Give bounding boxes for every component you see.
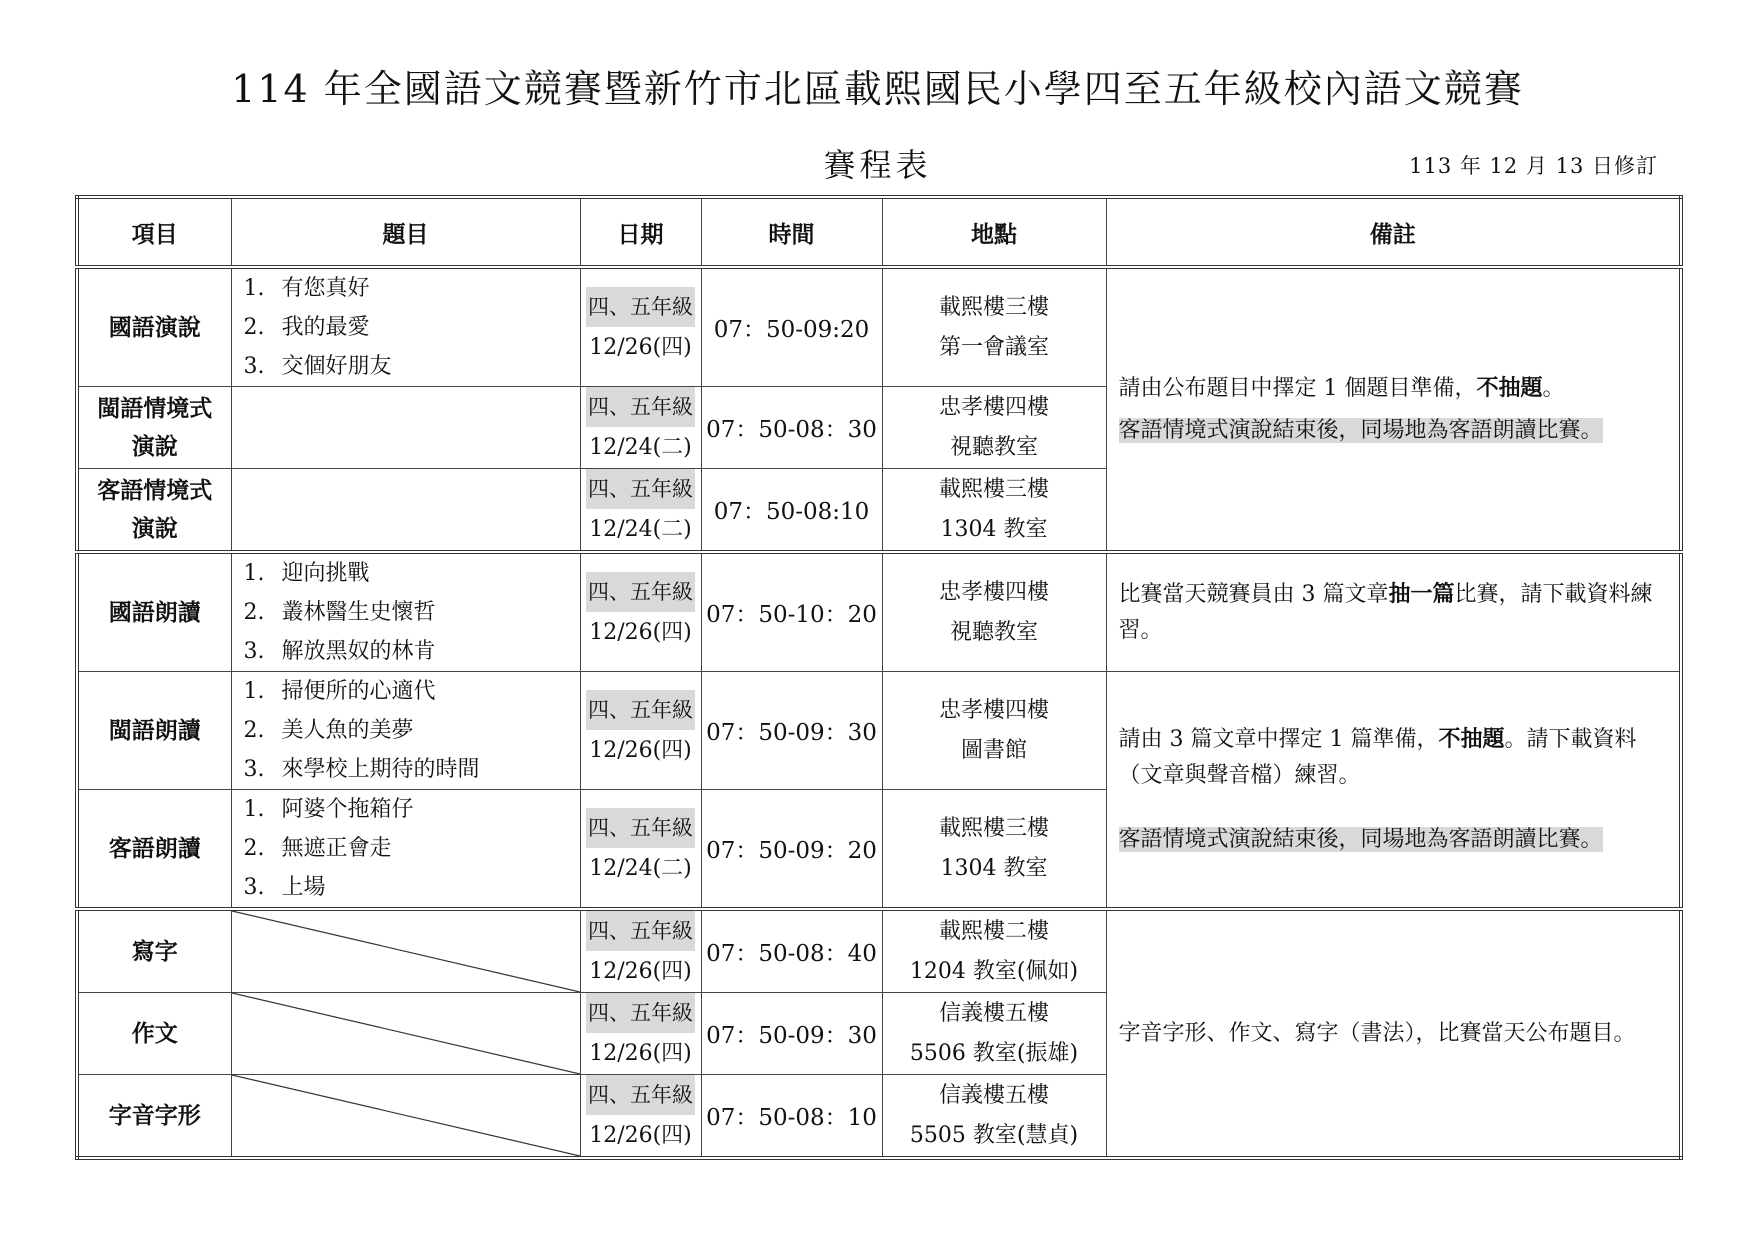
item-cell: 國語演說 [77,267,231,387]
time-cell: 07：50-08:10 [701,469,882,553]
empty-topic-cell [231,993,580,1075]
diagonal-line [232,993,580,1074]
place-cell: 載熙樓二樓 1204 教室(佩如) [882,909,1106,993]
header-topic: 題目 [231,197,580,267]
place-cell: 忠孝樓四樓 視聽教室 [882,387,1106,469]
note-cell: 字音字形、作文、寫字（書法），比賽當天公布題目。 [1106,909,1681,1158]
date-cell: 四、五年級 12/26(四) [580,1075,701,1159]
time-cell: 07：50-08：40 [701,909,882,993]
note-cell: 請由公布題目中擇定 1 個題目準備，不抽題。 客語情境式演說結束後，同場地為客語朗讀比賽。 [1106,267,1681,552]
time-cell: 07：50-10：20 [701,552,882,672]
table-row [77,909,1681,993]
place-cell: 忠孝樓四樓 圖書館 [882,672,1106,790]
place-cell: 載熙樓三樓 1304 教室 [882,790,1106,910]
empty-topic-cell [231,909,580,993]
note-cell: 請由 3 篇文章中擇定 1 篇準備，不抽題。請下載資料（文章與聲音檔）練習。 客語情境式演說結束後，同場地為客語朗讀比賽。 [1106,672,1681,910]
item-cell: 客語朗讀 [77,790,231,910]
table-header-row [77,197,1681,267]
time-cell: 07：50-09:20 [701,267,882,387]
header-item: 項目 [77,197,231,267]
item-cell: 客語情境式 演說 [77,469,231,553]
place-cell: 載熙樓三樓 1304 教室 [882,469,1106,553]
topic-cell [231,387,580,469]
date-cell: 四、五年級 12/26(四) [580,267,701,387]
date-cell: 四、五年級 12/24(二) [580,469,701,553]
table-row [77,552,1681,672]
schedule-table [75,195,1683,1160]
date-cell: 四、五年級 12/24(二) [580,387,701,469]
item-cell: 國語朗讀 [77,552,231,672]
item-cell: 閩語朗讀 [77,672,231,790]
topic-cell: 1. 有您真好 2. 我的最愛 3. 交個好朋友 [231,267,580,387]
date-cell: 四、五年級 12/26(四) [580,909,701,993]
date-cell: 四、五年級 12/26(四) [580,993,701,1075]
place-cell: 載熙樓三樓 第一會議室 [882,267,1106,387]
schedule-subtitle: 賽程表 [823,146,932,184]
date-cell: 四、五年級 12/26(四) [580,672,701,790]
topic-cell [231,469,580,553]
place-cell: 忠孝樓四樓 視聽教室 [882,552,1106,672]
table-row [77,267,1681,387]
diagonal-line [232,911,580,992]
topic-cell: 1. 掃便所的心適代 2. 美人魚的美夢 3. 來學校上期待的時間 [231,672,580,790]
place-cell: 信義樓五樓 5506 教室(振雄) [882,993,1106,1075]
topic-cell: 1. 阿婆个拖箱仔 2. 無遮正會走 3. 上場 [231,790,580,910]
time-cell: 07：50-09：20 [701,790,882,910]
header-date: 日期 [580,197,701,267]
place-cell: 信義樓五樓 5505 教室(慧貞) [882,1075,1106,1159]
item-cell: 字音字形 [77,1075,231,1159]
header-note: 備註 [1106,197,1681,267]
header-place: 地點 [882,197,1106,267]
diagonal-line [232,1075,580,1156]
date-cell: 四、五年級 12/24(二) [580,790,701,910]
note-cell: 比賽當天競賽員由 3 篇文章抽一篇比賽，請下載資料練習。 [1106,552,1681,672]
time-cell: 07：50-09：30 [701,672,882,790]
item-cell: 作文 [77,993,231,1075]
topic-cell: 1. 迎向挑戰 2. 叢林醫生史懷哲 3. 解放黑奴的林肯 [231,552,580,672]
table-row [77,672,1681,790]
revision-date: 113 年 12 月 13 日修訂 [1409,154,1658,178]
item-cell: 寫字 [77,909,231,993]
document-title: 114 年全國語文競賽暨新竹市北區載熙國民小學四至五年級校內語文競賽 [231,67,1524,111]
empty-topic-cell [231,1075,580,1159]
date-cell: 四、五年級 12/26(四) [580,552,701,672]
time-cell: 07：50-08：30 [701,387,882,469]
header-time: 時間 [701,197,882,267]
item-cell: 閩語情境式 演說 [77,387,231,469]
time-cell: 07：50-08：10 [701,1075,882,1159]
time-cell: 07：50-09：30 [701,993,882,1075]
